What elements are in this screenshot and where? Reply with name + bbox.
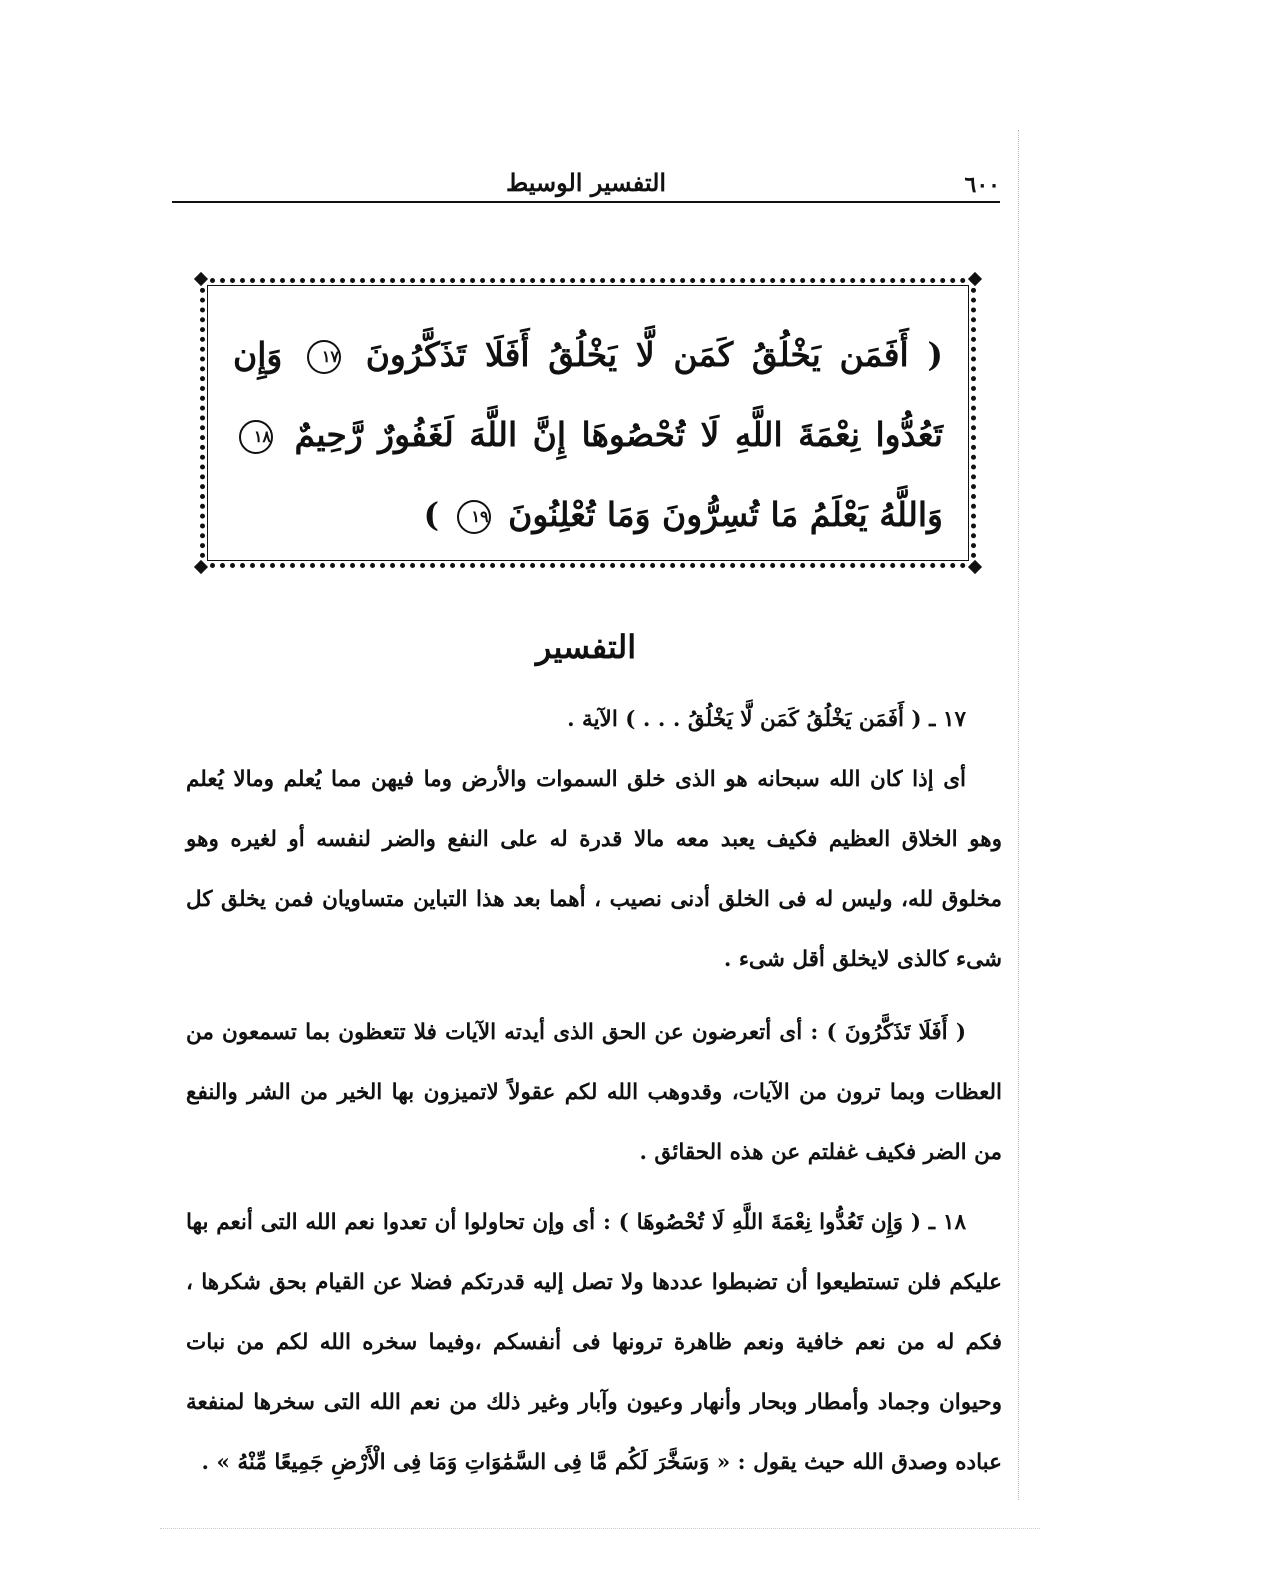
book-title: التفسير الوسيط: [505, 168, 667, 197]
scan-edge-right: [1018, 130, 1019, 1500]
ayah-number-18: ١٨: [239, 420, 273, 454]
ayah-number-19: ١٩: [457, 500, 491, 534]
verse-close-paren: ): [423, 495, 440, 534]
quran-verses: [233, 315, 943, 555]
page-number: ٦٠٠: [964, 172, 1000, 198]
frame-corner-ornament: [194, 560, 208, 574]
commentary-17-body: أى إذا كان الله سبحانه هو الذى خلق السموات والأرض وما فيهن مما يُعلم ومالا يُعلم وهو الخلاق العظيم فكيف يعبد معه مالا قدرة له على النفع والضر لنفسه أو لغيره وهو مخلوق لله، وليس له فى الخلق أدنى نصيب ، أهما بعد هذا التباين متساويان فمن يخلق كل شىء كالذى لايخلق أقل شىء .: [186, 767, 1002, 972]
section-heading: التفسير: [535, 628, 637, 666]
verse-18-text: وَإِن تَعُدُّوا نِعْمَةَ اللَّهِ لَا تُحْصُوهَا إِنَّ اللَّهَ لَغَفُورٌ رَّحِيمٌ: [233, 335, 943, 454]
frame-corner-ornament: [194, 272, 208, 286]
ayah-number-17: ١٧: [307, 340, 341, 374]
commentary-17: [186, 690, 1002, 990]
verse-19-text: وَاللَّهُ يَعْلَمُ مَا تُسِرُّونَ وَمَا تُعْلِنُونَ: [508, 495, 943, 534]
commentary-18-body: ١٨ ـ ( وَإِن تَعُدُّوا نِعْمَةَ اللَّهِ لَا تُحْصُوهَا ) : أى وإن تحاولوا أن تعدوا نعم الله التى أنعم بها عليكم فلن تستطيعوا أن تضبطوا عددها ولا تصل إليه قدرتكم فضلا عن القيام بحق شكرها ، فكم له من نعم خافية ونعم ظاهرة ترونها فى أنفسكم ،وفيما سخره الله لكم من نبات وحيوان وجماد وأمطار وبحار وأنهار وعيون وآبار وغير ذلك من نعم الله التى سخرها لمنفعة عباده وصدق الله حيث يقول : « وَسَخَّرَ لَكُم مَّا فِى السَّمَٰوَاتِ وَمَا فِى الْأَرْضِ جَمِيعًا مِّنْهُ » .: [186, 1210, 1002, 1475]
commentary-afala: [186, 1003, 1002, 1183]
commentary-afala-body: ( أَفَلَا تَذَكَّرُونَ ) : أى أتعرضون عن الحق الذى أيدته الآيات فلا تتعظون بما تسمعون من العظات وبما ترون من الآيات، وقدوهب الله لكم عقولاً لاتميزون بها الخير من الشر والنفع من الضر فكيف غفلتم عن هذه الحقائق .: [186, 1020, 1002, 1165]
page-header: [172, 168, 1000, 202]
header-rule: [172, 201, 1000, 203]
commentary-17-title: ١٧ ـ ( أَفَمَن يَخْلُقُ كَمَن لَّا يَخْلُقُ . . . ) الآية .: [567, 707, 966, 732]
verse-17-text: ( أَفَمَن يَخْلُقُ كَمَن لَّا يَخْلُقُ أَفَلَا تَذَكَّرُونَ: [365, 335, 943, 374]
commentary-18: [186, 1193, 1002, 1493]
frame-corner-ornament: [968, 560, 982, 574]
scan-edge-bottom: [160, 1528, 1040, 1529]
quran-verse-frame: [200, 278, 976, 568]
frame-corner-ornament: [968, 272, 982, 286]
